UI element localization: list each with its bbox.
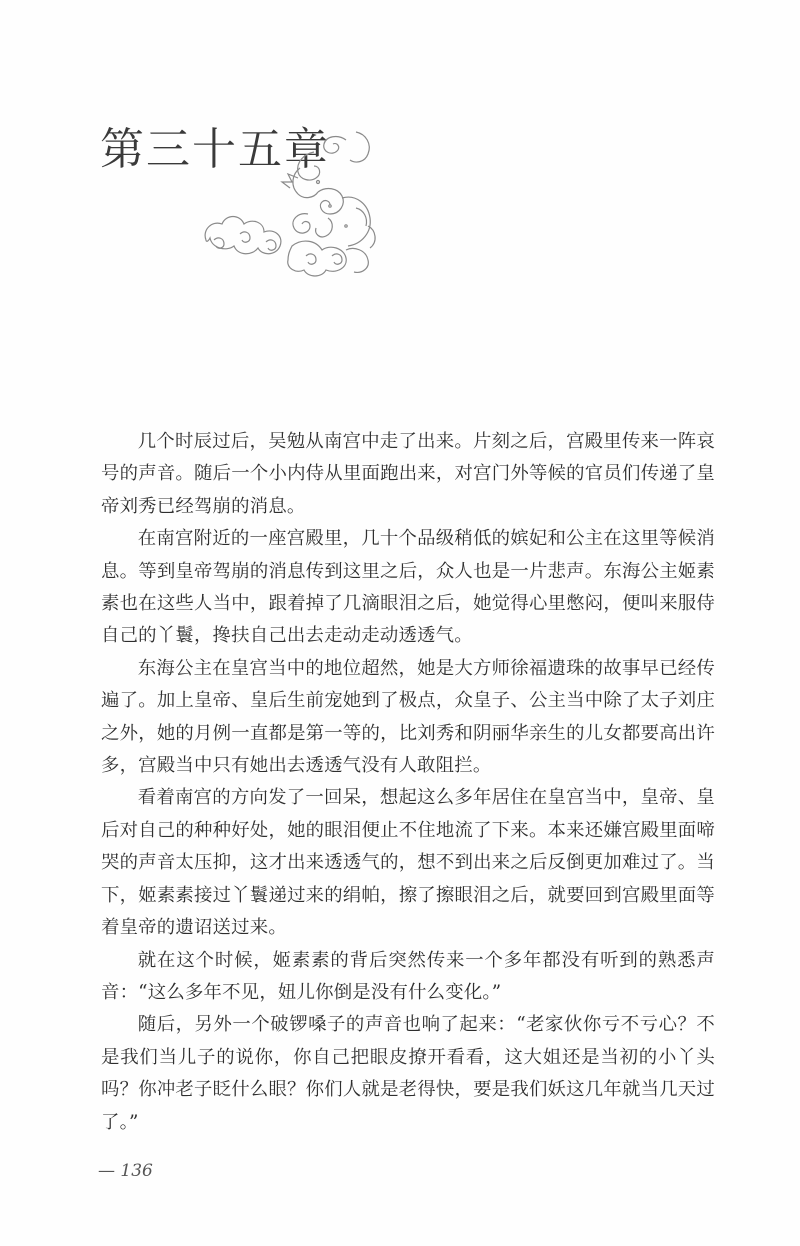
paragraph: 就在这个时候，姬素素的背后突然传来一个多年都没有听到的熟悉声音：“这么多年不见，妞儿你倒是没有什么变化。” (101, 949, 715, 1003)
paragraph: 几个时辰过后，吴勉从南宫中走了出来。片刻之后，宫殿里传来一阵哀号的声音。随后一个小内侍从里面跑出来，对宫门外等候的官员们传递了皇帝刘秀已经驾崩的消息。 (101, 431, 715, 517)
paragraph: 随后，另外一个破锣嗓子的声音也响了起来：“老家伙你亏不亏心？不是我们当儿子的说你，你自己把眼皮撩开看看，这大姐还是当初的小丫头吗？你冲老子眨什么眼？你们人就是老得快，要是我们妖这几年就当几天过了。” (101, 1014, 715, 1133)
dragon-cloud-ornament-icon (196, 122, 396, 282)
paragraph: 东海公主在皇宫当中的地位超然，她是大方师徐福遗珠的故事早已经传遍了。加上皇帝、皇后生前宠她到了极点，众皇子、公主当中除了太子刘庄之外，她的月例一直都是第一等的，比刘秀和阴丽华亲生的儿女都要高出许多，宫殿当中只有她出去透透气没有人敢阻拦。 (101, 657, 715, 777)
paragraph: 看着南宫的方向发了一回呆，想起这么多年居住在皇宫当中，皇帝、皇后对自己的种种好处，她的眼泪便止不住地流了下来。本来还嫌宫殿里面啼哭的声音太压抑，这才出来透透气的，想不到出来之后反倒更加难过了。当下，姬素素接过丫鬟递过来的绢帕，擦了擦眼泪之后，就要回到宫殿里面等着皇帝的遗诏送过来。 (101, 787, 715, 939)
chapter-title: 第三十五章 (100, 124, 330, 175)
chapter-body (101, 426, 715, 1139)
paragraph: 在南宫附近的一座宫殿里，几十个品级稍低的嫔妃和公主在这里等候消息。等到皇帝驾崩的消息传到这里之后，众人也是一片悲声。东海公主姬素素也在这些人当中，跟着掉了几滴眼泪之后，她觉得心里憋闷，便叫来服侍自己的丫鬟，搀扶自己出去走动走动透透气。 (101, 528, 715, 647)
page-number: — 136 (98, 1161, 153, 1181)
